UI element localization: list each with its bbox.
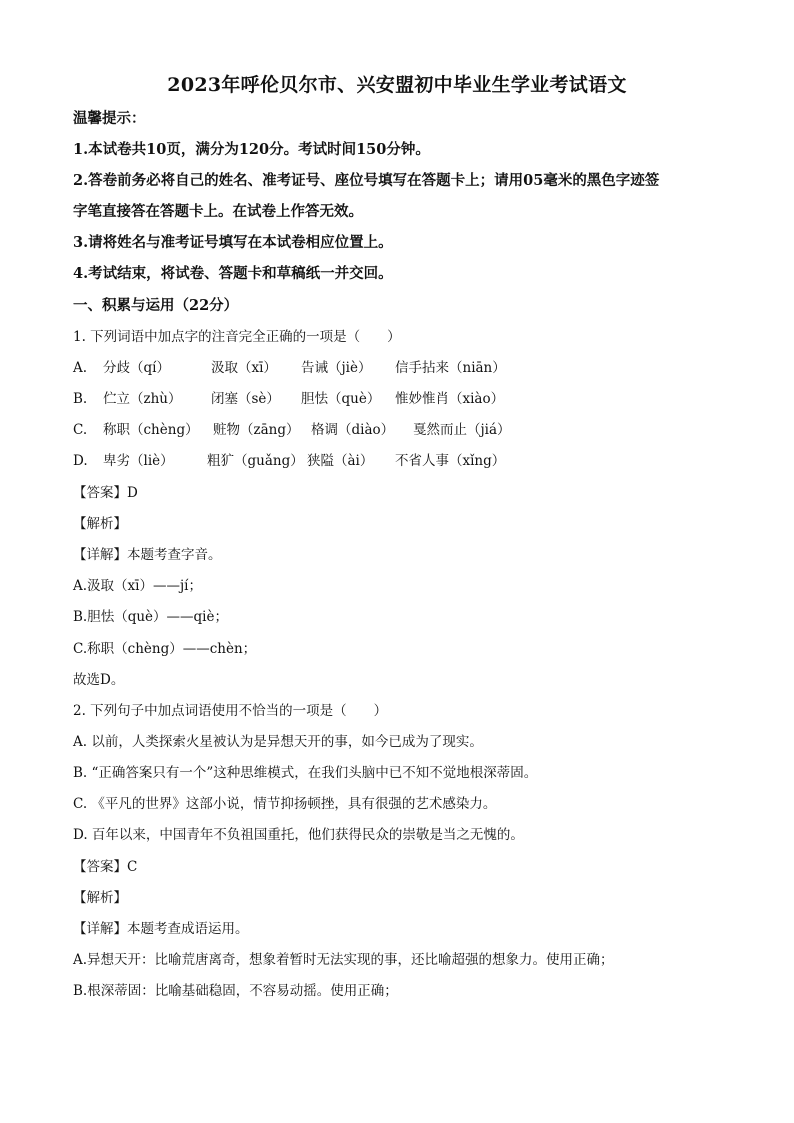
question-1-option-d: [73, 452, 505, 470]
question-1-detail: 【详解】本题考查字音。: [73, 547, 222, 563]
question-2-option-b: B. “正确答案只有一个”这种思维模式，在我们头脑中已不知不觉地根深蒂固。: [73, 765, 538, 781]
tip-item-2: 2.答卷前务必将自己的姓名、准考证号、座位号填写在答题卡上；请用05毫米的黑色字迹签: [73, 172, 660, 189]
option-word: 不省人事（xǐng）: [395, 453, 506, 469]
question-2-explain-b: B.根深蒂固：比喻基础稳固，不容易动摇。使用正确；: [73, 983, 398, 999]
option-word: 闭塞（sè）: [211, 391, 280, 407]
option-letter: C.: [73, 422, 88, 438]
option-word: 分歧（qí）: [103, 360, 170, 376]
option-letter: A.: [73, 360, 88, 376]
option-word: 惟妙惟肖（xiào）: [395, 391, 505, 407]
question-2-stem: 2. 下列句子中加点词语使用不恰当的一项是（ ）: [73, 703, 388, 719]
question-1-option-a: [73, 359, 506, 377]
option-word: 格调（diào）: [311, 422, 395, 438]
question-2-answer: 【答案】C: [73, 859, 138, 875]
page-title: 2023年呼伦贝尔市、兴安盟初中毕业生学业考试语文: [167, 74, 627, 96]
question-2-detail: 【详解】本题考查成语运用。: [73, 921, 249, 937]
tips-heading: 温馨提示：: [73, 110, 146, 127]
option-letter: D.: [73, 453, 88, 469]
question-2-explain-a: A.异想天开：比喻荒唐离奇，想象着暂时无法实现的事，还比喻超强的想象力。使用正确；: [73, 952, 614, 968]
option-word: 卑劣（liè）: [103, 453, 174, 469]
tip-item-3: 3.请将姓名与准考证号填写在本试卷相应位置上。: [73, 234, 393, 251]
tip-item-1: 1.本试卷共10页，满分为120分。考试时间150分钟。: [73, 141, 430, 158]
question-2-analysis: 【解析】: [73, 890, 127, 906]
option-word: 称职（chèng）: [103, 422, 199, 438]
option-word: 狭隘（ài）: [307, 453, 374, 469]
option-word: 告诫（jiè）: [301, 360, 372, 376]
option-letter: B.: [73, 391, 88, 407]
question-2-option-d: D. 百年以来，中国青年不负祖国重托，他们获得民众的崇敬是当之无愧的。: [73, 827, 524, 843]
option-word: 汲取（xī）: [211, 360, 277, 376]
option-word: 伫立（zhù）: [103, 391, 182, 407]
option-word: 赃物（zāng）: [213, 422, 300, 438]
question-1-explain-a: A.汲取（xī）——jí；: [73, 578, 202, 594]
tip-item-2-cont: 字笔直接答在答题卡上。在试卷上作答无效。: [73, 203, 363, 220]
question-1-explain-c: C.称职（chèng）——chèn；: [73, 641, 257, 657]
option-word: 信手拈来（niān）: [395, 360, 506, 376]
question-1-option-c: [73, 421, 511, 439]
question-1-option-b: [73, 390, 504, 408]
option-word: 胆怯（què）: [301, 391, 381, 407]
question-1-stem: 1. 下列词语中加点字的注音完全正确的一项是（ ）: [73, 329, 401, 345]
section-heading: 一、积累与运用（22分）: [73, 297, 239, 314]
option-word: 粗犷（guǎng）: [207, 453, 304, 469]
tip-item-4: 4.考试结束，将试卷、答题卡和草稿纸一并交回。: [73, 265, 393, 282]
question-1-answer: 【答案】D: [73, 485, 138, 501]
question-2-option-a: A. 以前，人类探索火星被认为是异想天开的事，如今已成为了现实。: [73, 734, 483, 750]
option-word: 戛然而止（jiá）: [413, 422, 511, 438]
question-2-option-c: C. 《平凡的世界》这部小说，情节抑扬顿挫，具有很强的艺术感染力。: [73, 796, 497, 812]
question-1-conclusion: 故选D。: [73, 672, 125, 688]
question-1-explain-b: B.胆怯（què）——qiè；: [73, 609, 228, 625]
question-1-analysis: 【解析】: [73, 516, 127, 532]
